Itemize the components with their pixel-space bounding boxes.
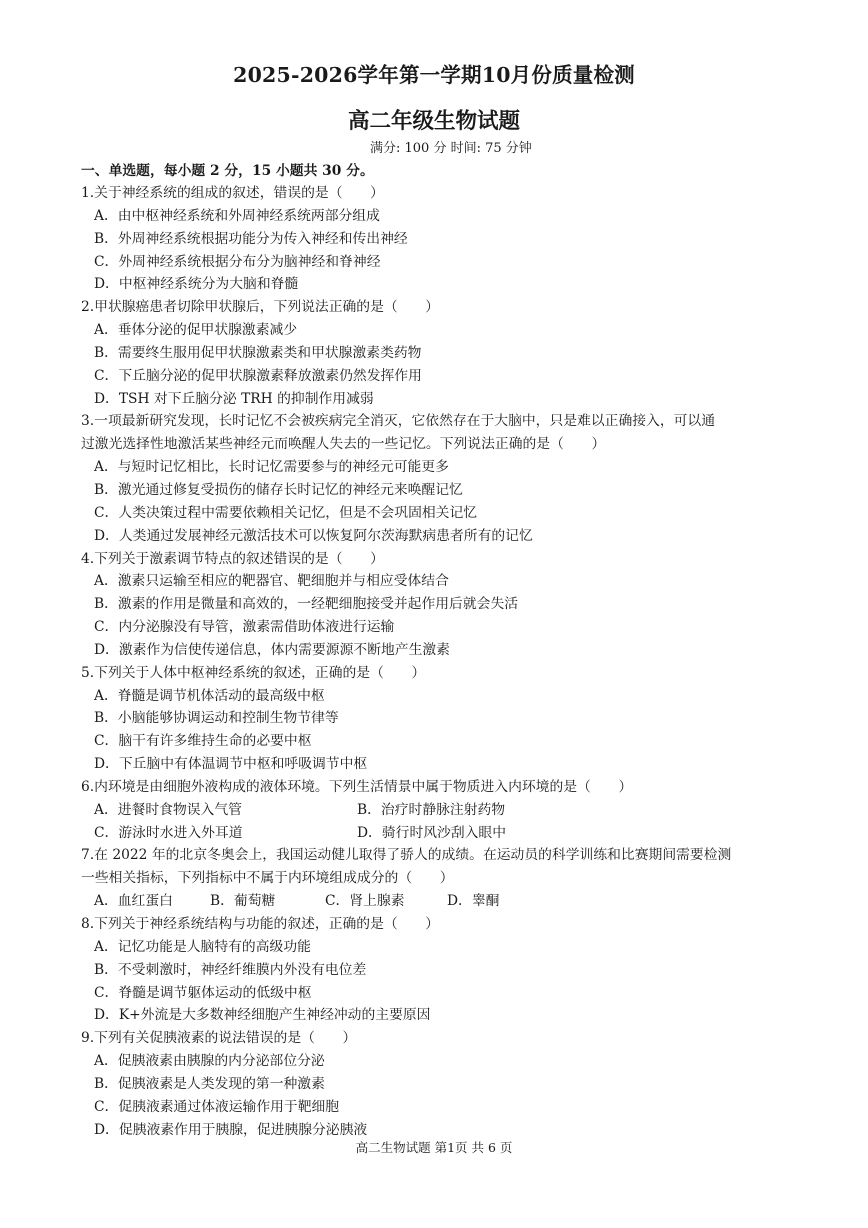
answer-option-row bbox=[81, 822, 793, 845]
question-stem-line: 过激光选择性地激活某些神经元而唤醒人失去的一些记忆。下列说法正确的是（ ） bbox=[81, 436, 606, 453]
answer-option: A．垂体分泌的促甲状腺激素减少 bbox=[94, 322, 298, 339]
exam-meta: 满分: 100 分 时间: 75 分钟 bbox=[370, 141, 532, 156]
page-footer: 高二生物试题 第1页 共 6 页 bbox=[355, 1140, 513, 1155]
answer-option: B．激素的作用是微量和高效的，一经靶细胞接受并起作用后就会失活 bbox=[94, 596, 519, 613]
answer-option: B．葡萄糖 bbox=[210, 893, 276, 910]
answer-option: C．促胰液素通过体液运输作用于靶细胞 bbox=[94, 1098, 340, 1115]
answer-option: A．激素只运输至相应的靶器官、靶细胞并与相应受体结合 bbox=[94, 573, 449, 590]
question-stem: 5.下列关于人体中枢神经系统的叙述，正确的是（ ） bbox=[81, 664, 426, 681]
question-stem: 8.下列关于神经系统结构与功能的叙述，正确的是（ ） bbox=[81, 916, 440, 932]
answer-option: A．由中枢神经系统和外周神经系统两部分组成 bbox=[94, 207, 380, 224]
answer-option: C．游泳时水进入外耳道 bbox=[94, 824, 243, 841]
answer-option: C．下丘脑分泌的促甲状腺激素释放激素仍然发挥作用 bbox=[94, 367, 422, 384]
question-stem-line: 3.一项最新研究发现，长时记忆不会被疾病完全消灭，它依然存在于大脑中，只是难以正确接入，可以通 bbox=[81, 413, 716, 430]
answer-option: B．小脑能够协调运动和控制生物节律等 bbox=[94, 710, 339, 727]
answer-option: D．下丘脑中有体温调节中枢和呼吸调节中枢 bbox=[94, 756, 368, 773]
answer-option: C．内分泌腺没有导管，激素需借助体液进行运输 bbox=[94, 619, 395, 636]
question-stem: 2.甲状腺癌患者切除甲状腺后，下列说法正确的是（ ） bbox=[81, 299, 440, 316]
answer-option: C．外周神经系统根据分布分为脑神经和脊神经 bbox=[94, 253, 381, 270]
answer-option: A．进餐时食物误入气管 bbox=[94, 801, 242, 818]
answer-option: A．记忆功能是人脑特有的高级功能 bbox=[94, 938, 311, 955]
answer-option: A．促胰液素由胰腺的内分泌部位分泌 bbox=[94, 1053, 325, 1070]
answer-option: A．脊髓是调节机体活动的最高级中枢 bbox=[94, 687, 325, 704]
answer-option: D．睾酮 bbox=[447, 893, 500, 910]
answer-option: B．外周神经系统根据功能分为传入神经和传出神经 bbox=[94, 230, 408, 247]
question-6 bbox=[81, 776, 793, 845]
answer-option: B．促胰液素是人类发现的第一种激素 bbox=[94, 1075, 325, 1092]
question-4 bbox=[81, 548, 793, 662]
answer-option: B．需要终生服用促甲状腺激素类和甲状腺激素类药物 bbox=[94, 344, 422, 361]
question-9 bbox=[81, 1027, 793, 1141]
exam-title: 2025-2026学年第一学期10月份质量检测 bbox=[233, 63, 635, 87]
question-7 bbox=[81, 844, 793, 913]
answer-option: A．血红蛋白 bbox=[94, 893, 173, 910]
question-stem: 1.关于神经系统的组成的叙述，错误的是（ ） bbox=[81, 185, 384, 201]
answer-option: D．人类通过发展神经元激活技术可以恢复阿尔茨海默病患者所有的记忆 bbox=[94, 527, 533, 544]
answer-option: B．治疗时静脉注射药物 bbox=[357, 801, 506, 818]
answer-option: D．中枢神经系统分为大脑和脊髓 bbox=[94, 276, 299, 293]
answer-option: D．促胰液素作用于胰腺，促进胰腺分泌胰液 bbox=[94, 1121, 368, 1138]
answer-option: D．骑行时风沙刮入眼中 bbox=[357, 824, 507, 841]
answer-option: C．脑干有许多维持生命的必要中枢 bbox=[94, 733, 312, 750]
question-3 bbox=[81, 410, 793, 547]
answer-option: D．激素作为信使传递信息，体内需要源源不断地产生激素 bbox=[94, 641, 450, 658]
question-1 bbox=[81, 182, 793, 296]
exam-subtitle: 高二年级生物试题 bbox=[347, 109, 520, 134]
question-stem: 9.下列有关促胰液素的说法错误的是（ ） bbox=[81, 1030, 357, 1047]
answer-option: A．与短时记忆相比，长时记忆需要参与的神经元可能更多 bbox=[94, 459, 449, 476]
answer-option: C．肾上腺素 bbox=[325, 893, 405, 910]
question-list bbox=[81, 182, 793, 1141]
answer-option: D．TSH 对下丘脑分泌 TRH 的抑制作用减弱 bbox=[94, 390, 374, 407]
question-stem-line: 一些相关指标，下列指标中不属于内环境组成成分的（ ） bbox=[81, 870, 454, 887]
answer-option: C．脊髓是调节躯体运动的低级中枢 bbox=[94, 984, 312, 1001]
question-stem: 6.内环境是由细胞外液构成的液体环境。下列生活情景中属于物质进入内环境的是（ ） bbox=[81, 778, 633, 795]
answer-option: C．人类决策过程中需要依赖相关记忆，但是不会巩固相关记忆 bbox=[94, 504, 478, 521]
answer-option: D．K+外流是大多数神经细胞产生神经冲动的主要原因 bbox=[94, 1007, 431, 1024]
question-5 bbox=[81, 662, 793, 776]
question-8 bbox=[81, 913, 793, 1027]
answer-option: B．不受刺激时，神经纤维膜内外没有电位差 bbox=[94, 961, 367, 978]
question-stem-line: 7.在 2022 年的北京冬奥会上，我国运动健儿取得了骄人的成绩。在运动员的科学训练和比赛期间需要检测 bbox=[81, 847, 732, 864]
answer-option-row bbox=[81, 799, 793, 822]
question-stem: 4.下列关于激素调节特点的叙述错误的是（ ） bbox=[81, 550, 384, 567]
question-2 bbox=[81, 296, 793, 410]
section-heading: 一、单选题，每小题 2 分，15 小题共 30 分。 bbox=[81, 163, 374, 179]
answer-option-row bbox=[81, 890, 793, 913]
answer-option: B．激光通过修复受损伤的储存长时记忆的神经元来唤醒记忆 bbox=[94, 481, 463, 498]
